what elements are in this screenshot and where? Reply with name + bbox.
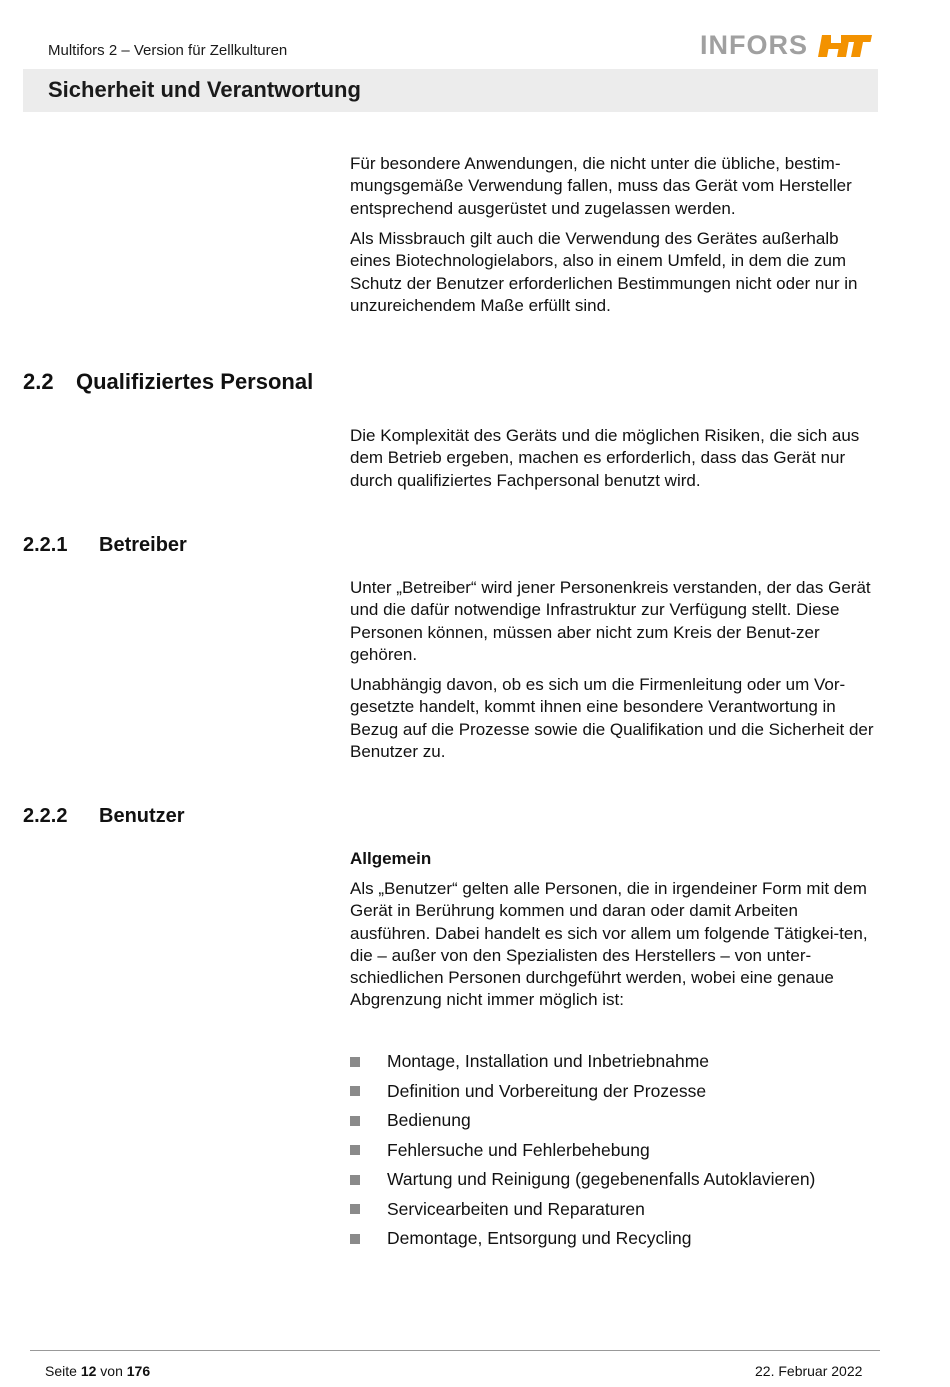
square-bullet-icon bbox=[350, 1116, 360, 1126]
heading-title: Betreiber bbox=[99, 534, 187, 556]
list-item bbox=[350, 1165, 815, 1195]
list-item-text: Wartung und Reinigung (gegebenenfalls Autoklavieren) bbox=[387, 1169, 816, 1190]
list-item-text: Servicearbeiten und Reparaturen bbox=[387, 1198, 645, 1219]
section-2-2-2-paragraph: Als „Benutzer“ gelten alle Personen, die in irgendeiner Form mit dem Gerät in Berührung kommen und daran oder damit Arbeiten ausführen. Dabei handelt es sich vor allem um folgende Tätigkei-ten, die – außer von den Spezialisten des Herstellers – von unter-schiedlichen Personen durchgeführt werden, wobei eine genaue Abgrenzung nicht immer möglich ist: bbox=[350, 879, 868, 1010]
page-indicator bbox=[45, 1363, 150, 1379]
list-item-text: Definition und Vorbereitung der Prozesse bbox=[387, 1080, 707, 1101]
list-item-text: Demontage, Entsorgung und Recycling bbox=[387, 1228, 692, 1249]
square-bullet-icon bbox=[350, 1204, 360, 1214]
page-total: 176 bbox=[126, 1363, 151, 1379]
activity-list bbox=[350, 1047, 815, 1254]
square-bullet-icon bbox=[350, 1057, 360, 1067]
list-item-text: Bedienung bbox=[387, 1110, 471, 1131]
list-item bbox=[350, 1136, 815, 1166]
section-2-2-1-paragraph-1: Unter „Betreiber“ wird jener Personenkreis verstanden, der das Gerät und die dafür notwendige Infrastruktur zur Verfügung stellt. Diese Personen können, müssen aber nicht zum Kreis der Benut-zer gehören. bbox=[350, 578, 871, 664]
document-title: Multifors 2 – Version für Zellkulturen bbox=[48, 42, 288, 59]
heading-2-2 bbox=[23, 369, 313, 395]
square-bullet-icon bbox=[350, 1234, 360, 1244]
footer-date: 22. Februar 2022 bbox=[755, 1363, 863, 1379]
list-item bbox=[350, 1224, 815, 1254]
heading-title: Qualifiziertes Personal bbox=[76, 369, 314, 394]
intro-paragraph-1: Für besondere Anwendungen, die nicht unter die übliche, bestim-mungsgemäße Verwendung fallen, muss das Gerät vom Hersteller entsprechend ausgerüstet und zugelassen werden. bbox=[350, 154, 852, 218]
page-prefix: Seite bbox=[45, 1363, 77, 1379]
section-2-2-paragraph: Die Komplexität des Geräts und die möglichen Risiken, die sich aus dem Betrieb ergeben, machen es erforderlich, dass das Gerät nur durch qualifiziertes Fachpersonal benutzt wird. bbox=[350, 426, 860, 490]
list-item bbox=[350, 1077, 815, 1107]
section-2-2-1-paragraph-2: Unabhängig davon, ob es sich um die Firmenleitung oder um Vor-gesetzte handelt, kommt ihnen eine besondere Verantwortung in Bezug auf die Prozesse sowie die Qualifikation und die Sicherheit der Benutzer zu. bbox=[350, 675, 874, 761]
heading-2-2-1 bbox=[23, 534, 187, 557]
intro-paragraph-2: Als Missbrauch gilt auch die Verwendung des Gerätes außerhalb eines Biotechnologielabors, also in einem Umfeld, in dem die zum Schutz der Benutzer erforderlichen Bestimmungen nicht oder nur in unzureichendem Maße erfüllt sind. bbox=[350, 229, 858, 315]
section-header-bar bbox=[23, 69, 878, 112]
list-item bbox=[350, 1047, 815, 1077]
page-number: 12 bbox=[80, 1363, 97, 1379]
heading-number: 2.2.2 bbox=[23, 805, 68, 827]
list-item bbox=[350, 1106, 815, 1136]
square-bullet-icon bbox=[350, 1175, 360, 1185]
footer-divider bbox=[30, 1350, 880, 1351]
ht-logo-mark bbox=[818, 33, 874, 59]
heading-number: 2.2 bbox=[23, 369, 54, 394]
square-bullet-icon bbox=[350, 1145, 360, 1155]
square-bullet-icon bbox=[350, 1086, 360, 1096]
heading-number: 2.2.1 bbox=[23, 534, 68, 556]
heading-2-2-2 bbox=[23, 805, 185, 828]
logo-text: INFORS bbox=[700, 30, 809, 60]
page-of: von bbox=[100, 1363, 123, 1379]
subheading-allgemein: Allgemein bbox=[350, 849, 432, 868]
infors-ht-logo bbox=[700, 30, 874, 61]
list-item-text: Fehlersuche und Fehlerbehebung bbox=[387, 1139, 650, 1160]
list-item-text: Montage, Installation und Inbetriebnahme bbox=[387, 1051, 710, 1072]
list-item bbox=[350, 1195, 815, 1225]
section-title: Sicherheit und Verantwortung bbox=[48, 77, 361, 102]
heading-title: Benutzer bbox=[99, 805, 185, 827]
